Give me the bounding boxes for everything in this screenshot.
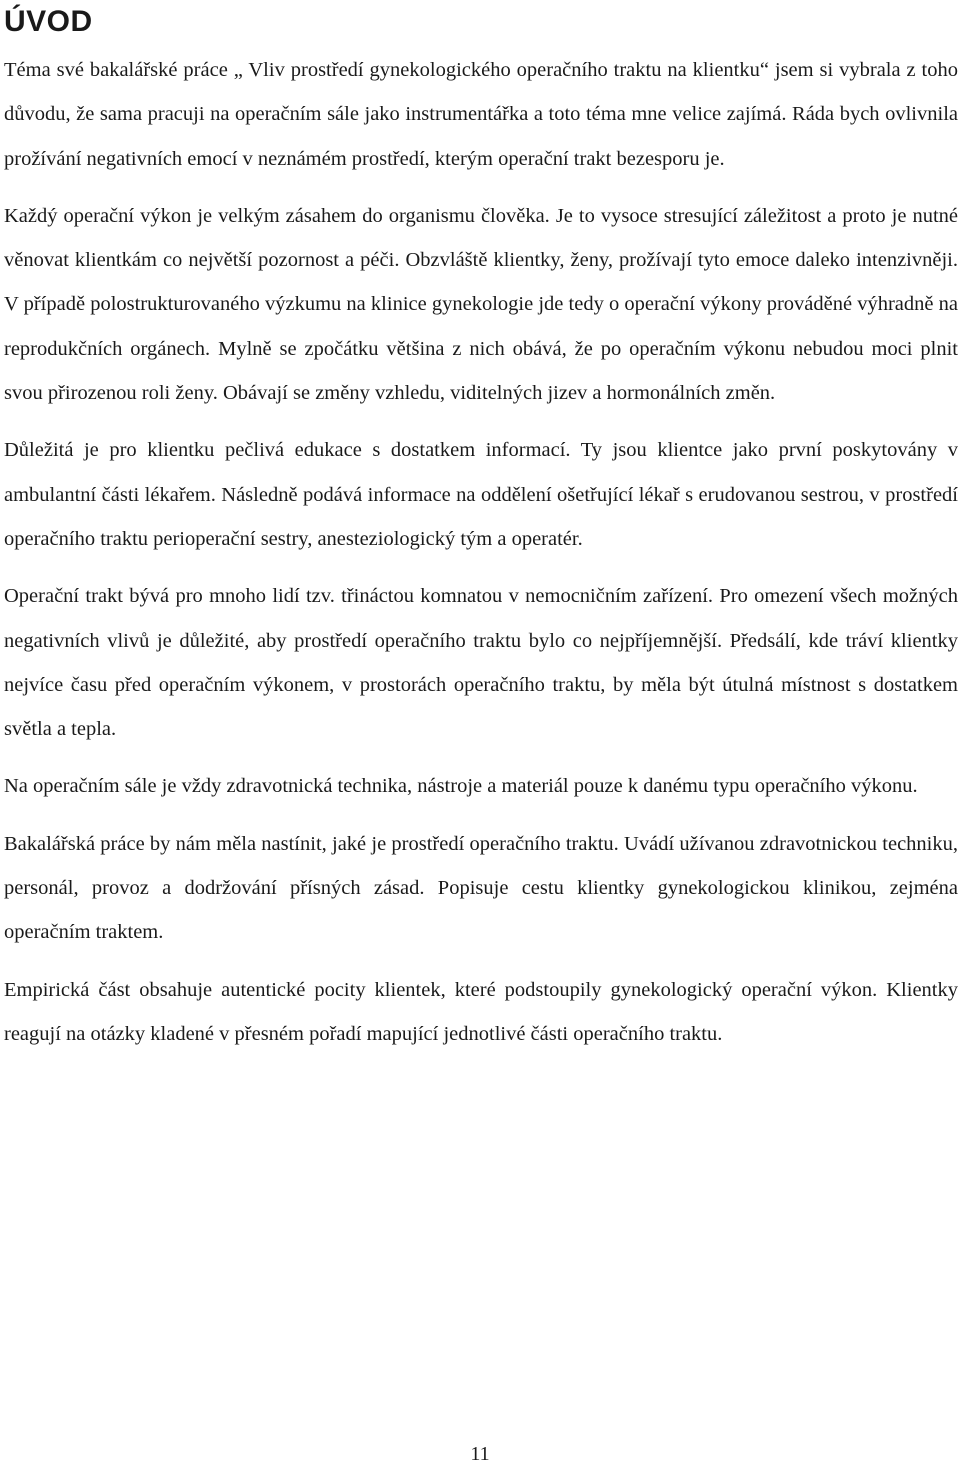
paragraph-7: Empirická část obsahuje autentické pocity klientek, které podstoupily gynekologický operační výkon. Klientky reagují na otázky kladené v přesném pořadí mapující jednotlivé části operačního traktu.	[4, 978, 958, 1045]
document-page	[4, 0, 958, 1056]
page-number: 11	[470, 1443, 490, 1465]
chapter-heading: ÚVOD	[4, 5, 93, 38]
paragraph-5: Na operačním sále je vždy zdravotnická technika, nástroje a materiál pouze k danému typu operačního výkonu.	[4, 775, 918, 798]
paragraph-4: Operační trakt bývá pro mnoho lidí tzv. třináctou komnatou v nemocničním zařízení. Pro omezení všech možných negativních vlivů je důležité, aby prostředí operačního traktu bylo co nejpříjemnější. Předsálí, kde tráví klientky nejvíce času před operačním výkonem, v prostorách operačního traktu, by měla být útulná místnost s dostatkem světla a tepla.	[4, 585, 958, 741]
paragraph-6: Bakalářská práce by nám měla nastínit, jaké je prostředí operačního traktu. Uvádí užívanou zdravotnickou techniku, personál, provoz a dodržování přísných zásad. Popisuje cestu klientky gynekologickou klinikou, zejména operačním traktem.	[4, 832, 958, 944]
paragraph-2: Každý operační výkon je velkým zásahem do organismu člověka. Je to vysoce stresující záležitost a proto je nutné věnovat klientkám co největší pozornost a péči. Obzvláště klientky, ženy, prožívají tyto emoce daleko intenzivněji. V případě polostrukturovaného výzkumu na klinice gynekologie jde tedy o operační výkony prováděné výhradně na reprodukčních orgánech. Mylně se zpočátku většina z nich obává, že po operačním výkonu nebudou moci plnit svou přirozenou roli ženy. Obávají se změny vzhledu, viditelných jizev a hormonálních změn.	[4, 204, 958, 405]
paragraph-3: Důležitá je pro klientku pečlivá edukace s dostatkem informací. Ty jsou klientce jako první poskytovány v ambulantní části lékařem. Následně podává informace na oddělení ošetřující lékař s erudovanou sestrou, v prostředí operačního traktu perioperační sestry, anesteziologický tým a operatér.	[4, 439, 958, 550]
paragraph-1: Téma své bakalářské práce „ Vliv prostředí gynekologického operačního traktu na klientku“ jsem si vybrala z toho důvodu, že sama pracuji na operačním sále jako instrumentářka a toto téma mne velice zajímá. Ráda bych ovlivnila prožívání negativních emocí v neznámém prostředí, kterým operační trakt bezesporu je.	[4, 59, 958, 170]
